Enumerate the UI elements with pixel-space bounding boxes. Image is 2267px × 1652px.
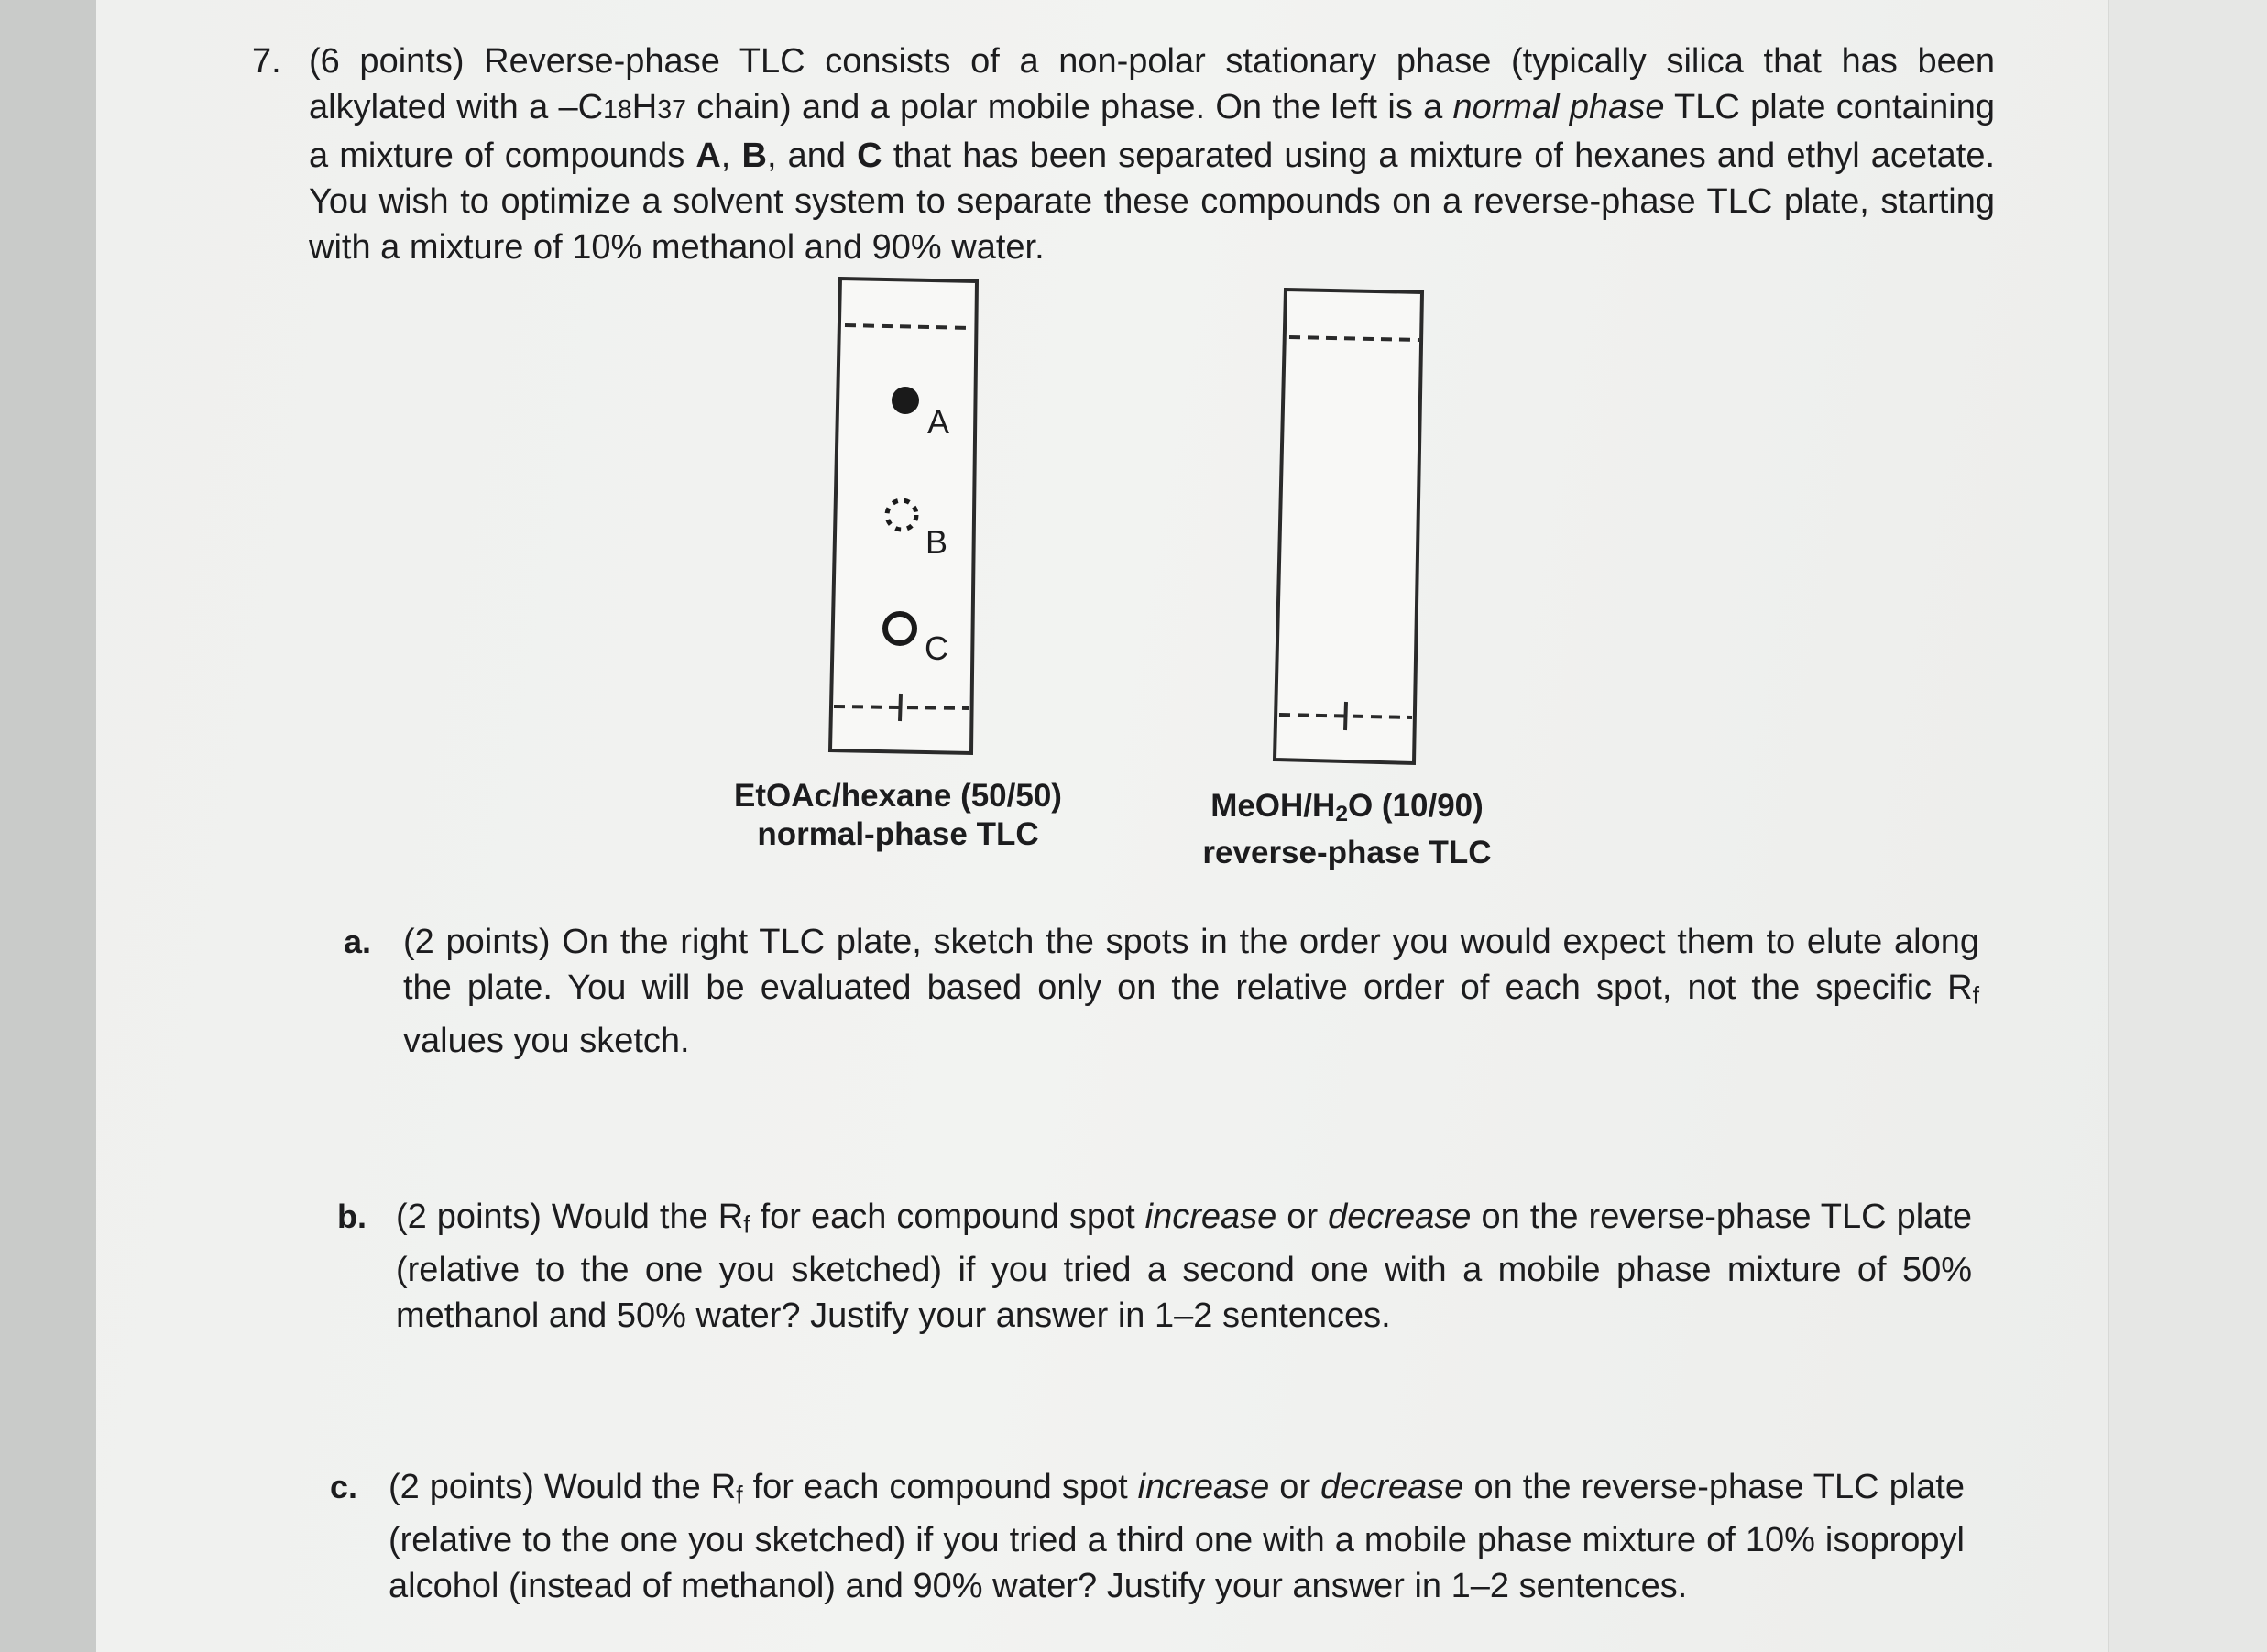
question-number: 7. <box>252 42 281 81</box>
right-caption-solvent: MeOH/$H_2O$ (10/90) <box>1210 788 1484 826</box>
left-plate-caption <box>696 777 1100 854</box>
spot-c-label: C <box>925 629 948 667</box>
left-caption-type: normal-phase TLC <box>757 816 1039 852</box>
part-c-text: (2 points) Would the $R_f$ for each compound spot increase or decrease on the reverse-phase TLC plate (relative to the one you sketched) if you tried a third one with a mobile phase mixture of 10% isopropyl alcohol (instead of methanol) and 90% water? Justify your answer in 1–2 sentences. <box>389 1468 1965 1606</box>
spot-a-label: A <box>927 403 950 441</box>
left-origin-tick <box>900 694 901 721</box>
part-a-letter: a. <box>344 923 372 960</box>
right-tlc-plate <box>1275 290 1422 763</box>
spot-b-label: B <box>925 523 948 561</box>
part-c-letter: c. <box>330 1468 358 1505</box>
right-origin-tick <box>1345 702 1346 730</box>
subscript-37: 37 <box>657 95 686 125</box>
question-stem: (6 points) Reverse-phase TLC consists of a non-polar stationary phase (typically silica that has been alkylated with a –C18H37 chain) and a polar mobile phase. On the left is a normal phase TLC plate containing a mixture of compounds A, B, and C that has been separated using a mixture of hexanes and ethyl acetate. You wish to optimize a solvent system to separate these compounds on a reverse-phase TLC plate, starting with a mixture of 10% methanol and 90% water. <box>309 42 1996 267</box>
spot-a <box>892 387 919 414</box>
part-b-text: (2 points) Would the $R_f$ for each compound spot increase or decrease on the reverse-phase TLC plate (relative to the one you sketched) if you tried a second one with a mobile phase mixture of 50% methanol and 50% water? Justify your answer in 1–2 sentences. <box>396 1198 1972 1336</box>
part-b-letter: b. <box>337 1198 367 1235</box>
right-caption-type: reverse-phase TLC <box>1202 834 1492 870</box>
subscript-18: 18 <box>603 95 632 125</box>
question-points: (6 points) <box>309 42 465 81</box>
right-plate-outline <box>1275 290 1422 763</box>
left-tlc-plate <box>830 279 977 753</box>
right-plate-caption <box>1136 787 1558 872</box>
part-a-text: (2 points) On the right TLC plate, sketch the spots in the order you would expect them to elute along the plate. You will be evaluated based only on the relative order of each spot, not the specific $R_f$ values you sketch. <box>403 923 1979 1061</box>
left-caption-solvent: EtOAc/hexane (50/50) <box>734 778 1062 814</box>
left-plate-outline <box>830 279 977 753</box>
